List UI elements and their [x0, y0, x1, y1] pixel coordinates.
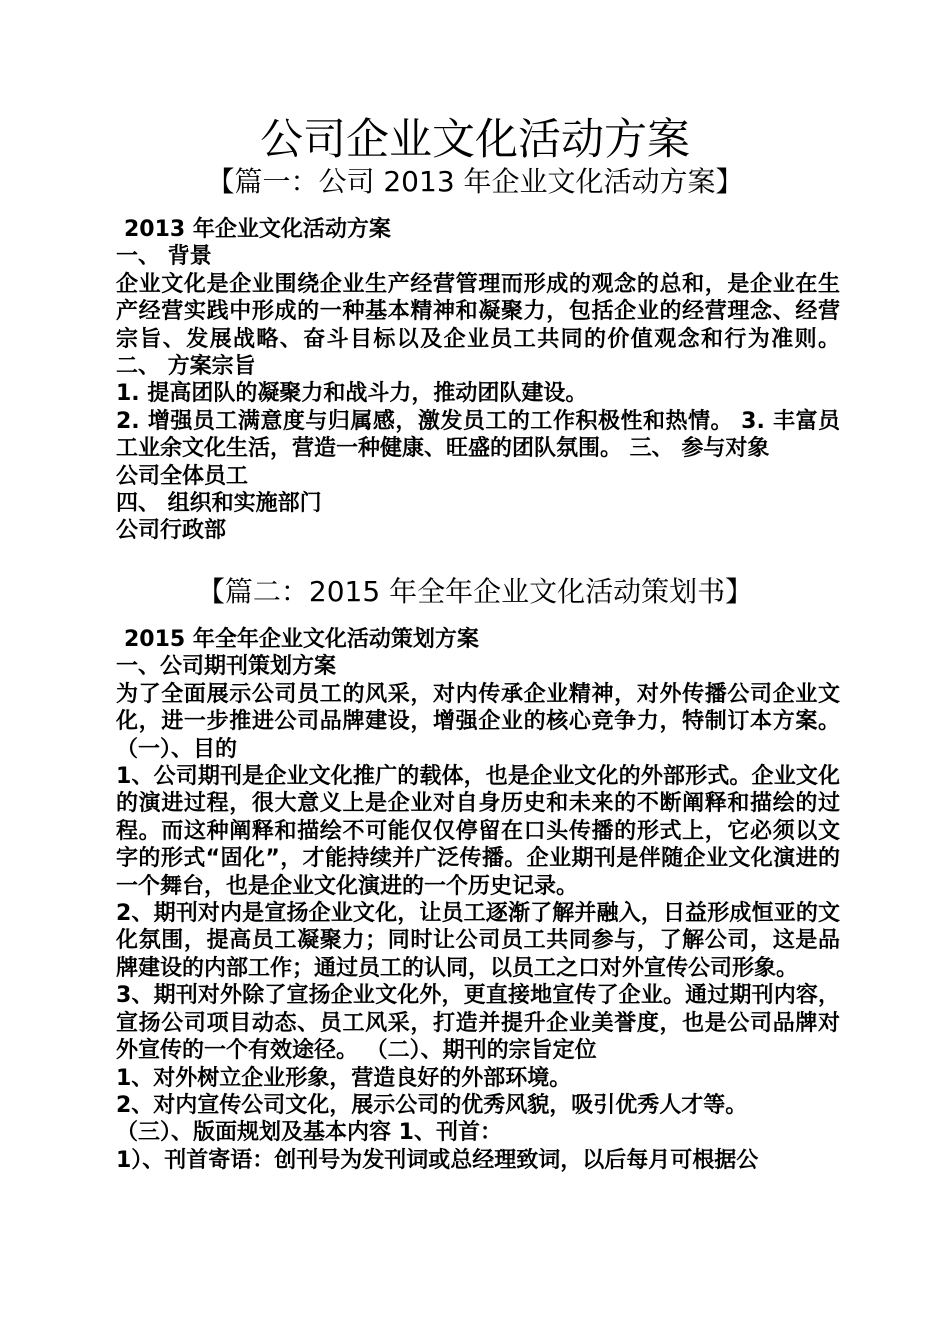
part1-line-1: 2013 年企业文化活动方案 [124, 217, 391, 242]
part2-body [116, 626, 840, 1174]
part2-heading: 【篇二：2015 年全年企业文化活动策划书】 [196, 575, 754, 608]
part2-line-3: 为了全面展示公司员工的风采，对内传承企业精神，对外传播公司企业文化，进一步推进公司品牌建设，增强企业的核心竞争力，特制订本方案。 （一）、目的 [116, 681, 840, 762]
document-title: 公司企业文化活动方案 [260, 115, 690, 165]
part1-line-3: 企业文化是企业围绕企业生产经营管理而形成的观念的总和，是企业在生产经营实践中形成的一种基本精神和凝聚力，包括企业的经营理念、经营宗旨、发展战略、奋斗目标以及企业员工共同的价值观念和行为准则。 二、 方案宗旨 [116, 271, 840, 380]
part1-line-6: 公司全体员工 [116, 463, 249, 489]
part2-line-4: 1、公司期刊是企业文化推广的载体，也是企业文化的外部形式。企业文化的演进过程，很大意义上是企业对自身历史和未来的不断阐释和描绘的过程。而这种阐释和描绘不可能仅仅停留在口头传播的形式上，它必须以文字的形式“固化”，才能持续并广泛传播。企业期刊是伴随企业文化演进的一个舞台，也是企业文化演进的一个历史记录。 [116, 764, 840, 899]
part2-line-9: （三）、版面规划及基本内容 1、刊首： [116, 1120, 502, 1146]
part2-line-5: 2、期刊对内是宣扬企业文化，让员工逐渐了解并融入，日益形成恒亚的文化氛围，提高员工凝聚力；同时让公司员工共同参与，了解公司，这是品牌建设的内部工作；通过员工的认同，以员工之口对外宣传公司形象。 [116, 901, 840, 981]
part1-line-5: 2. 增强员工满意度与归属感，激发员工的工作积极性和热情。 3. 丰富员工业余文化生活，营造一种健康、旺盛的团队氛围。 三、 参与对象 [116, 408, 840, 462]
part2-line-1: 2015 年全年企业文化活动策划方案 [124, 627, 479, 652]
part1-line-8: 公司行政部 [116, 518, 227, 544]
part2-line-10: 1）、刊首寄语：创刊号为发刊词或总经理致词，以后每月可根据公 [116, 1147, 759, 1173]
part1-heading: 【篇一：公司 2013 年企业文化活动方案】 [206, 165, 744, 198]
part1-line-7: 四、 组织和实施部门 [116, 491, 322, 517]
part1-body [116, 216, 840, 545]
part1-line-2: 一、 背景 [116, 244, 212, 270]
part2-line-2: 一、公司期刊策划方案 [116, 654, 337, 680]
part2-line-6: 3、期刊对外除了宣扬企业文化外，更直接地宣传了企业。通过期刊内容，宣扬公司项目动态、员工风采，打造并提升企业美誉度，也是公司品牌对外宣传的一个有效途径。 （二）、期刊的宗旨定位 [116, 983, 840, 1064]
part2-line-8: 2、对内宣传公司文化，展示公司的优秀风貌，吸引优秀人才等。 [116, 1092, 748, 1118]
part1-line-4: 1. 提高团队的凝聚力和战斗力，推动团队建设。 [116, 381, 588, 407]
part2-line-7: 1、对外树立企业形象，营造良好的外部环境。 [116, 1065, 572, 1091]
